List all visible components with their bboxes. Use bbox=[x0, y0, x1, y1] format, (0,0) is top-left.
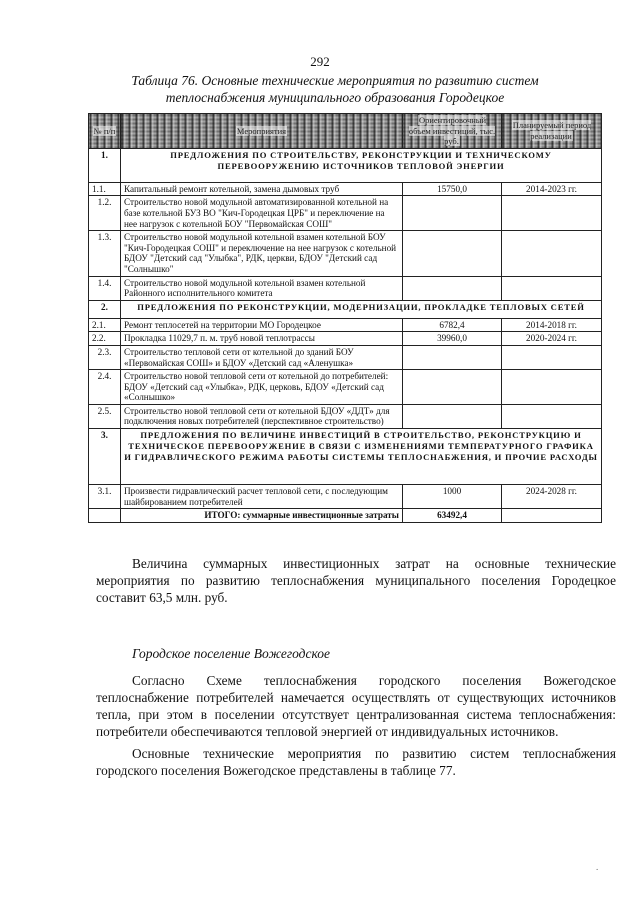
table-row bbox=[89, 485, 602, 509]
section-number: 1. bbox=[89, 148, 121, 182]
row-text: Строительство новой тепловой сети от котельной БДОУ «ДДТ» для подключения новых потребителей (перспективное строительство) bbox=[121, 404, 403, 428]
row-cost bbox=[403, 370, 502, 405]
section-row bbox=[89, 300, 602, 318]
row-number: 2.3. bbox=[89, 345, 121, 369]
row-cost bbox=[403, 404, 502, 428]
section-title: ПРЕДЛОЖЕНИЯ ПО СТРОИТЕЛЬСТВУ, РЕКОНСТРУКЦИИ И ТЕХНИЧЕСКОМУ ПЕРЕВООРУЖЕНИЮ ИСТОЧНИКОВ ТЕПЛОВОЙ ЭНЕРГИИ bbox=[121, 148, 602, 182]
total-value: 63492,4 bbox=[403, 509, 502, 523]
section-row bbox=[89, 429, 602, 485]
row-period bbox=[502, 370, 602, 405]
row-period: 2020-2024 гг. bbox=[502, 332, 602, 346]
row-cost: 15750,0 bbox=[403, 182, 502, 196]
row-text: Прокладка 11029,7 п. м. труб новой теплотрассы bbox=[121, 332, 403, 346]
row-number: 1.3. bbox=[89, 231, 121, 276]
row-number: 1.1. bbox=[89, 182, 121, 196]
row-text: Капитальный ремонт котельной, замена дымовых труб bbox=[121, 182, 403, 196]
summary-paragraph: Величина суммарных инвестиционных затрат на основные технические мероприятия по развитию теплоснабжения муниципального поселения Городецкое составит 63,5 млн. руб. bbox=[96, 556, 616, 605]
body-paragraph: Согласно Схеме теплоснабжения городского поселения Вожегодское теплоснабжение потребителей намечается осуществлять от существующих источников тепла, при этом в поселении отсутствует централизованная система теплоснабжения: потребители обеспечиваются тепловой энергией от индивидуальных источников. bbox=[96, 673, 616, 739]
row-text: Строительство тепловой сети от котельной до зданий БОУ «Первомайская СОШ» и БДОУ «Детский сад «Аленушка» bbox=[121, 345, 403, 369]
row-number: 2.1. bbox=[89, 318, 121, 332]
row-period: 2024-2028 гг. bbox=[502, 485, 602, 509]
row-number: 2.4. bbox=[89, 370, 121, 405]
table-caption: Таблица 76. Основные технические мероприятия по развитию систем теплоснабжения муниципального образования Городецкое bbox=[131, 73, 539, 105]
total-row bbox=[89, 509, 602, 523]
row-cost bbox=[403, 196, 502, 231]
table-row bbox=[89, 370, 602, 405]
row-period bbox=[502, 196, 602, 231]
body-paragraph-2: Основные технические мероприятия по развитию систем теплоснабжения городского поселения Вожегодское представлены в таблице 77. bbox=[96, 746, 616, 778]
total-label: ИТОГО: суммарные инвестиционные затраты bbox=[121, 509, 403, 523]
header-measures: Мероприятия bbox=[121, 114, 403, 149]
section-title: ПРЕДЛОЖЕНИЯ ПО ВЕЛИЧИНЕ ИНВЕСТИЦИЙ В СТРОИТЕЛЬСТВО, РЕКОНСТРУКЦИЮ И ТЕХНИЧЕСКОЕ ПЕРЕВООРУЖЕНИЕ В СВЯЗИ С ИЗМЕНЕНИЯМИ ТЕМПЕРАТУРНОГО ГРАФИКА И ГИДРАВЛИЧЕСКОГО РЕЖИМА РАБОТЫ СИСТЕМЫ ТЕПЛОСНАБЖЕНИЯ, И ПРОЧИЕ РАСХОДЫ bbox=[121, 429, 602, 485]
row-text: Ремонт теплосетей на территории МО Городецкое bbox=[121, 318, 403, 332]
row-cost bbox=[403, 345, 502, 369]
table-row bbox=[89, 276, 602, 300]
section-row bbox=[89, 148, 602, 182]
row-text: Строительство новой модульной котельной взамен котельной Районного исполнительного комитета bbox=[121, 276, 403, 300]
row-text: Произвести гидравлический расчет тепловой сети, с последующим шайбированием потребителей bbox=[121, 485, 403, 509]
row-cost: 39960,0 bbox=[403, 332, 502, 346]
row-number: 3.1. bbox=[89, 485, 121, 509]
row-period: 2014-2018 гг. bbox=[502, 318, 602, 332]
scan-mark: . bbox=[596, 862, 599, 872]
section-number: 3. bbox=[89, 429, 121, 485]
table-row bbox=[89, 345, 602, 369]
header-num: № п/п bbox=[89, 114, 121, 149]
row-cost bbox=[403, 231, 502, 276]
table-row bbox=[89, 182, 602, 196]
row-text: Строительство новой модульной котельной взамен котельной БОУ "Кич-Городецкая СОШ" и переключение на нее нагрузок с котельной БДОУ "Детский сад "Улыбка", РДК, церкви, БДОУ "Детский сад "Солнышко" bbox=[121, 231, 403, 276]
row-number: 2.2. bbox=[89, 332, 121, 346]
row-number: 2.5. bbox=[89, 404, 121, 428]
row-text: Строительство новой модульной автоматизированной котельной на базе котельной БУЗ ВО "Кич-Городецкая ЦРБ" и переключение на нее нагрузок с котельной БОУ "Первомайская СОШ" bbox=[121, 196, 403, 231]
header-period: Планируемый период реализации bbox=[502, 114, 602, 149]
table-header-row bbox=[89, 114, 602, 149]
section-number: 2. bbox=[89, 300, 121, 318]
row-cost: 1000 bbox=[403, 485, 502, 509]
row-number: 1.4. bbox=[89, 276, 121, 300]
row-period bbox=[502, 404, 602, 428]
investment-table bbox=[88, 113, 602, 523]
section-title: ПРЕДЛОЖЕНИЯ ПО РЕКОНСТРУКЦИИ, МОДЕРНИЗАЦИИ, ПРОКЛАДКЕ ТЕПЛОВЫХ СЕТЕЙ bbox=[121, 300, 602, 318]
table-row bbox=[89, 196, 602, 231]
section-subheading: Городское поселение Вожегодское bbox=[132, 646, 331, 661]
row-period: 2014-2023 гг. bbox=[502, 182, 602, 196]
header-cost: Ориентировочный объем инвестиций, тыс. руб. bbox=[403, 114, 502, 149]
table-row bbox=[89, 332, 602, 346]
row-cost: 6782,4 bbox=[403, 318, 502, 332]
table-row bbox=[89, 231, 602, 276]
row-period bbox=[502, 345, 602, 369]
page-number: 292 bbox=[310, 54, 330, 69]
row-text: Строительство новой тепловой сети от котельной до потребителей: БДОУ «Детский сад «Улыбка», РДК, церковь, БДОУ «Детский сад «Солнышко» bbox=[121, 370, 403, 405]
row-period bbox=[502, 231, 602, 276]
row-period bbox=[502, 276, 602, 300]
row-number: 1.2. bbox=[89, 196, 121, 231]
row-cost bbox=[403, 276, 502, 300]
table-row bbox=[89, 404, 602, 428]
table-row bbox=[89, 318, 602, 332]
